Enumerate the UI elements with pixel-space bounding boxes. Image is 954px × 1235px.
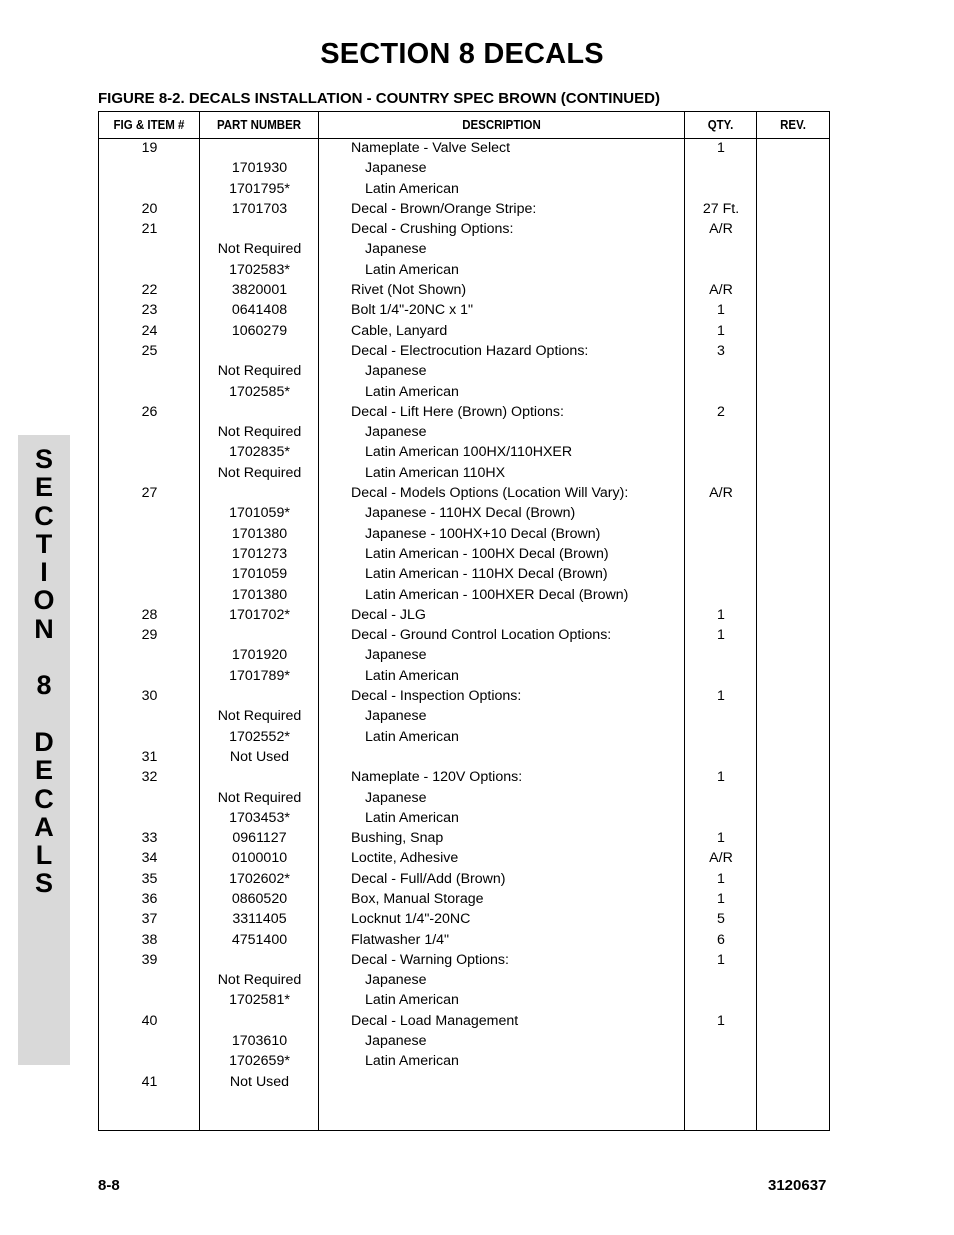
qty-cell: A/R — [709, 485, 733, 502]
part-number-cell: 1702602* — [229, 870, 290, 887]
description-cell: Latin American — [365, 809, 459, 826]
description-cell: Latin American 100HX/110HXER — [365, 444, 573, 461]
fig-item-cell: 32 — [141, 769, 158, 786]
fig-item-cell: 36 — [141, 890, 158, 907]
part-number-cell: 0100010 — [231, 850, 288, 867]
table-row — [99, 524, 829, 544]
fig-item-cell: 21 — [141, 221, 158, 238]
table-row — [99, 970, 829, 990]
table-row — [99, 625, 829, 645]
description-cell: Nameplate - Valve Select — [351, 140, 511, 156]
qty-cell: 1 — [717, 830, 725, 847]
description-cell: Decal - Lift Here (Brown) Options: — [351, 403, 564, 420]
document-number: 3120637 — [768, 1177, 827, 1194]
table-row — [99, 706, 829, 726]
fig-item-cell: 37 — [141, 911, 158, 928]
qty-cell: 1 — [717, 769, 725, 786]
description-cell: Latin American — [365, 383, 459, 400]
part-number-cell: 1702583* — [229, 261, 290, 278]
qty-cell: A/R — [709, 282, 733, 299]
fig-item-cell: 26 — [141, 403, 158, 420]
table-row — [99, 889, 829, 909]
part-number-cell: Not Used — [229, 1073, 290, 1090]
part-number-cell: Not Required — [217, 241, 302, 258]
fig-item-cell: 24 — [141, 322, 158, 339]
qty-cell: 1 — [717, 322, 725, 339]
part-number-cell: Not Used — [229, 748, 290, 765]
table-row — [99, 1051, 829, 1071]
table-row — [99, 848, 829, 868]
description-cell: Latin American — [365, 261, 459, 278]
header-part-number: PART NUMBER — [216, 118, 302, 132]
section-title: SECTION 8 DECALS — [320, 38, 604, 70]
description-cell: Japanese — [365, 363, 427, 380]
fig-item-cell: 39 — [141, 951, 158, 968]
qty-cell: 1 — [717, 1012, 725, 1029]
table-row — [99, 808, 829, 828]
part-number-cell: 4751400 — [231, 931, 288, 948]
side-tab-letter: I — [40, 557, 48, 588]
header-qty: QTY. — [707, 118, 734, 132]
side-tab-letters — [18, 445, 70, 898]
header-rev: REV. — [780, 118, 806, 132]
fig-item-cell: 28 — [141, 606, 158, 623]
qty-cell: A/R — [709, 850, 733, 867]
description-cell: Japanese — [365, 789, 427, 806]
table-row — [99, 158, 829, 178]
table-row — [99, 767, 829, 787]
table-row — [99, 503, 829, 523]
page-number: 8-8 — [98, 1177, 120, 1194]
table-row — [99, 564, 829, 584]
description-cell: Latin American — [365, 1053, 459, 1070]
description-cell: Japanese — [365, 972, 427, 989]
qty-cell: 1 — [717, 951, 725, 968]
table-row — [99, 909, 829, 929]
qty-cell: 1 — [717, 140, 725, 156]
table-row — [99, 402, 829, 422]
table-row — [99, 950, 829, 970]
description-cell: Latin American — [365, 180, 459, 197]
description-cell: Japanese — [365, 241, 427, 258]
description-cell: Japanese - 100HX+10 Decal (Brown) — [365, 525, 601, 542]
description-cell: Locknut 1/4"-20NC — [351, 911, 471, 928]
description-cell: Japanese — [365, 160, 427, 177]
side-tab-letter: 8 — [36, 670, 52, 701]
description-cell: Decal - Full/Add (Brown) — [351, 870, 506, 887]
part-number-cell: Not Required — [217, 363, 302, 380]
part-number-cell: 1701930 — [231, 160, 288, 177]
table-row — [99, 341, 829, 361]
part-number-cell: 1701059 — [231, 566, 288, 583]
part-number-cell: 1060279 — [231, 322, 288, 339]
part-number-cell: 3820001 — [231, 282, 288, 299]
table-row — [99, 422, 829, 442]
description-cell: Bushing, Snap — [351, 830, 444, 847]
description-cell: Loctite, Adhesive — [351, 850, 459, 867]
fig-item-cell: 40 — [141, 1012, 158, 1029]
part-number-cell: 0641408 — [231, 302, 288, 319]
fig-item-cell: 35 — [141, 870, 158, 887]
description-cell: Japanese — [365, 647, 427, 664]
description-cell: Rivet (Not Shown) — [351, 282, 467, 299]
header-description: DESCRIPTION — [462, 118, 541, 132]
part-number-cell: 3311405 — [232, 911, 287, 928]
part-number-cell: 1702581* — [229, 992, 290, 1009]
table-row — [99, 442, 829, 462]
part-number-cell: 1702552* — [229, 728, 290, 745]
part-number-cell: 1701380 — [231, 586, 288, 603]
description-cell: Latin American - 100HXER Decal (Brown) — [365, 586, 629, 603]
part-number-cell: 1702659* — [229, 1053, 290, 1070]
header-fig-item: FIG & ITEM # — [113, 118, 185, 132]
description-cell: Bolt 1/4"-20NC x 1" — [351, 302, 474, 319]
description-cell: Latin American - 110HX Decal (Brown) — [365, 566, 608, 583]
qty-cell: 1 — [717, 302, 725, 319]
part-number-cell: 1703453* — [229, 809, 290, 826]
side-tab-letter: N — [34, 613, 54, 644]
description-cell: Decal - Load Management — [351, 1012, 519, 1029]
qty-cell: 1 — [717, 890, 725, 907]
table-row — [99, 199, 829, 219]
part-number-cell: 1703610 — [231, 1033, 288, 1050]
table-row — [99, 321, 829, 341]
description-cell: Japanese — [365, 708, 427, 725]
part-number-cell: 0860520 — [231, 890, 288, 907]
qty-cell: 2 — [717, 403, 725, 420]
description-cell: Decal - JLG — [351, 606, 426, 623]
description-cell: Decal - Ground Control Location Options: — [351, 627, 612, 644]
fig-item-cell: 34 — [141, 850, 158, 867]
fig-item-cell: 19 — [141, 140, 158, 156]
description-cell: Latin American — [365, 728, 459, 745]
part-number-cell: 1701380 — [231, 525, 288, 542]
qty-cell: 1 — [717, 627, 725, 644]
description-cell: Decal - Crushing Options: — [351, 221, 514, 238]
fig-item-cell: 22 — [141, 282, 158, 299]
figure-title: FIGURE 8-2. DECALS INSTALLATION - COUNTRY SPEC BROWN (CONTINUED) — [98, 90, 660, 107]
description-cell: Nameplate - 120V Options: — [351, 769, 523, 786]
table-row — [99, 686, 829, 706]
table-header-row — [99, 112, 829, 139]
table-row — [99, 1011, 829, 1031]
part-number-cell: 0961127 — [232, 830, 287, 847]
table-row — [99, 138, 829, 158]
part-number-cell: 1701703 — [231, 200, 288, 217]
description-cell: Latin American - 100HX Decal (Brown) — [365, 545, 609, 562]
fig-item-cell: 38 — [141, 931, 158, 948]
table-row — [99, 585, 829, 605]
parts-table — [98, 111, 830, 1131]
qty-cell: 6 — [717, 931, 725, 948]
part-number-cell: 1701702* — [229, 606, 290, 623]
side-tab-letter: A — [34, 811, 54, 842]
fig-item-cell: 41 — [141, 1073, 158, 1090]
table-row — [99, 219, 829, 239]
side-tab-letter: T — [35, 528, 53, 559]
table-row — [99, 869, 829, 889]
qty-cell: 1 — [717, 606, 725, 623]
qty-cell: 3 — [717, 342, 725, 359]
part-number-cell: 1702835* — [229, 444, 290, 461]
table-row — [99, 300, 829, 320]
part-number-cell: 1701273 — [231, 545, 288, 562]
part-number-cell: Not Required — [217, 708, 302, 725]
fig-item-cell: 25 — [141, 342, 158, 359]
fig-item-cell: 33 — [141, 830, 158, 847]
table-row — [99, 828, 829, 848]
description-cell: Decal - Brown/Orange Stripe: — [351, 200, 537, 217]
part-number-cell: Not Required — [217, 972, 302, 989]
table-row — [99, 260, 829, 280]
side-tab-letter: L — [35, 840, 53, 871]
description-cell: Decal - Electrocution Hazard Options: — [351, 342, 589, 359]
side-tab-letter: C — [34, 783, 54, 814]
description-cell: Japanese — [365, 424, 427, 441]
fig-item-cell: 31 — [141, 748, 158, 765]
table-row — [99, 605, 829, 625]
table-row — [99, 645, 829, 665]
fig-item-cell: 30 — [141, 688, 158, 705]
description-cell: Japanese - 110HX Decal (Brown) — [365, 505, 576, 522]
side-tab-letter: O — [33, 585, 55, 616]
table-row — [99, 666, 829, 686]
fig-item-cell: 20 — [141, 200, 158, 217]
side-tab-letter: E — [34, 472, 53, 503]
qty-cell: 1 — [717, 688, 725, 705]
qty-cell: 1 — [717, 870, 725, 887]
table-row — [99, 930, 829, 950]
part-number-cell: 1701789* — [229, 667, 290, 684]
table-row — [99, 361, 829, 381]
table-row — [99, 990, 829, 1010]
side-tab-letter: S — [34, 868, 53, 899]
part-number-cell: 1701059* — [229, 505, 290, 522]
description-cell: Cable, Lanyard — [351, 322, 448, 339]
description-cell: Japanese — [365, 1033, 427, 1050]
qty-cell: A/R — [709, 221, 733, 238]
table-row — [99, 788, 829, 808]
part-number-cell: Not Required — [217, 789, 302, 806]
fig-item-cell: 23 — [141, 302, 158, 319]
part-number-cell: Not Required — [217, 464, 302, 481]
table-row — [99, 1031, 829, 1051]
part-number-cell: Not Required — [217, 424, 302, 441]
part-number-cell: 1702585* — [229, 383, 290, 400]
table-row — [99, 747, 829, 767]
table-row — [99, 382, 829, 402]
description-cell: Decal - Inspection Options: — [351, 688, 522, 705]
table-body — [99, 138, 829, 1092]
description-cell: Latin American — [365, 667, 459, 684]
section-side-tab — [18, 435, 70, 1065]
description-cell: Decal - Models Options (Location Will Vary): — [351, 485, 629, 502]
qty-cell: 5 — [717, 911, 725, 928]
side-tab-letter: S — [34, 444, 53, 474]
table-row — [99, 727, 829, 747]
side-tab-letter: D — [34, 726, 54, 757]
description-cell: Flatwasher 1/4" — [351, 931, 450, 948]
description-cell: Latin American — [365, 992, 459, 1009]
fig-item-cell: 29 — [141, 627, 158, 644]
table-row — [99, 483, 829, 503]
table-row — [99, 280, 829, 300]
description-cell: Decal - Warning Options: — [351, 951, 509, 968]
description-cell: Latin American 110HX — [365, 464, 506, 481]
part-number-cell: 1701920 — [231, 647, 288, 664]
side-tab-letter: E — [34, 755, 53, 786]
side-tab-letter: C — [34, 500, 54, 531]
description-cell: Box, Manual Storage — [351, 890, 484, 907]
table-row — [99, 239, 829, 259]
fig-item-cell: 27 — [141, 485, 158, 502]
table-row — [99, 179, 829, 199]
part-number-cell: 1701795* — [229, 180, 290, 197]
qty-cell: 27 Ft. — [702, 200, 740, 217]
table-row — [99, 544, 829, 564]
table-row — [99, 463, 829, 483]
table-row — [99, 1072, 829, 1092]
